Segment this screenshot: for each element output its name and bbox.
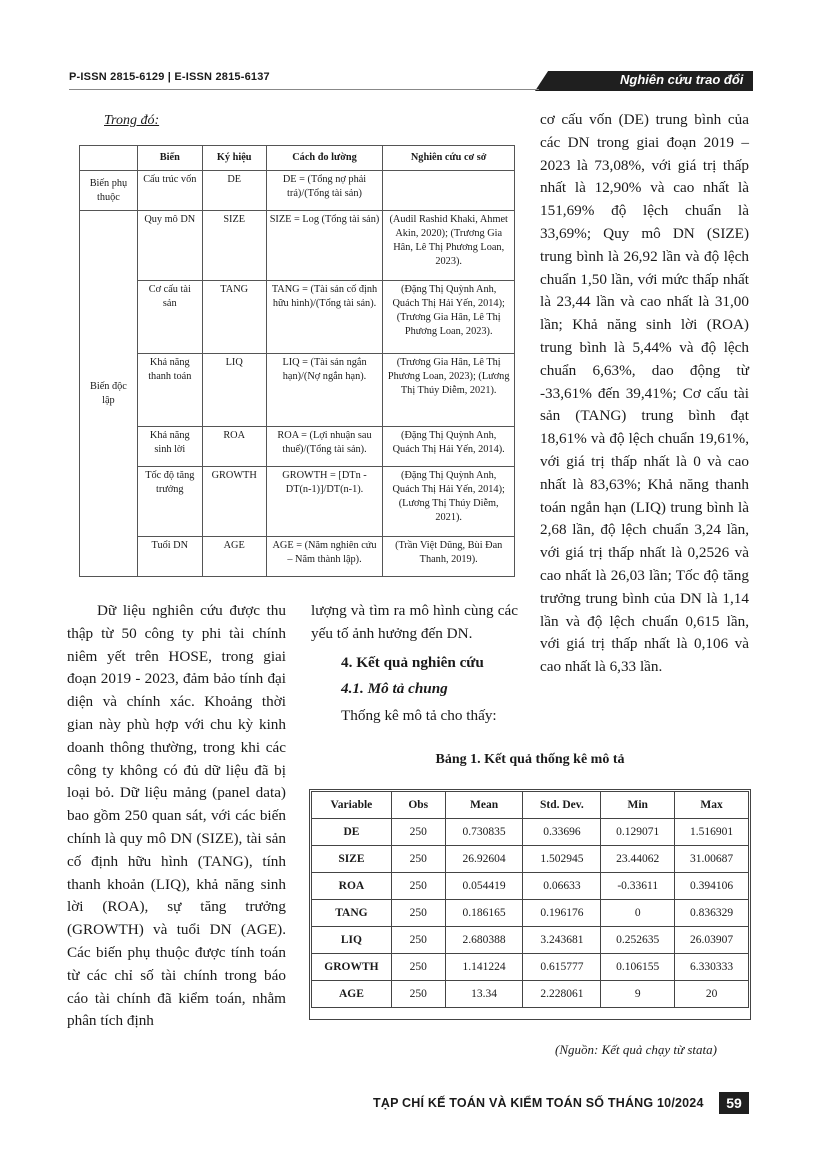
cell: 250 [391, 846, 445, 873]
var-measure: AGE = (Năm nghiên cứu – Năm thành lập). [266, 537, 383, 577]
header-cell: Nghiên cứu cơ sở [383, 146, 515, 171]
header-cell: Biến [137, 146, 202, 171]
cell: 6.330333 [675, 954, 749, 981]
stats-header-row [312, 792, 749, 819]
header-cell: Variable [312, 792, 392, 819]
subsection-heading: 4.1. Mô tả chung [341, 680, 448, 698]
page-number: 59 [719, 1092, 749, 1114]
cell: 31.00687 [675, 846, 749, 873]
cell: 20 [675, 981, 749, 1008]
var-source: (Trương Gia Hân, Lê Thị Phương Loan, 2023); (Lương Thị Thúy Diễm, 2021). [383, 354, 515, 427]
cell: 0.06633 [523, 873, 601, 900]
cell: 0.196176 [523, 900, 601, 927]
cell: 2.680388 [445, 927, 523, 954]
table-row [312, 954, 749, 981]
cell: 23.44062 [601, 846, 675, 873]
table-row [80, 171, 515, 211]
var-source [383, 171, 515, 211]
cell: 1.502945 [523, 846, 601, 873]
body-paragraph: cơ cấu vốn (DE) trung bình của các DN trong giai đoạn 2019 – 2023 là 73,08%, với giá trị thấp nhất là 12,90% và cao nhất là 151,69% độ lệch chuẩn là 33,69%; Quy mô DN (SIZE) trung bình là 26,92 lần và độ lệch chuẩn 1,50 lần, với mức thấp nhất là 23,44 lần và cao nhất là 31,00 lần; Khả năng sinh lời (ROA) trung bình là 5,44% và độ lệch chuẩn 6,63%, dao động từ -33,61% đến 39,41%; Cơ cấu tài sản (TANG) trung bình đạt 18,61% và độ lệch chuẩn 19,61%, với giá trị thấp nhất là 0 và cao nhất là 83,63%; Khả năng thanh toán ngắn hạn (LIQ) trung bình là 2,68 lần, độ lệch chuẩn 3,24 lần, với giá trị thấp nhất là 0,2526 và cao nhất là 26,03 lần; Tốc độ tăng trưởng trung bình của DN là 1,14 lần và độ lệch chuẩn 0,615 lần, với giá trị thấp nhất là 0,106 và cao nhất là 6,33 lần. [540, 111, 749, 676]
cell: LIQ [312, 927, 392, 954]
table-row [80, 354, 515, 427]
var-measure: SIZE = Log (Tổng tài sản) [266, 211, 383, 281]
middle-column [311, 600, 518, 728]
right-column [540, 109, 749, 679]
cell: 0.33696 [523, 819, 601, 846]
var-name: Cấu trúc vốn [137, 171, 202, 211]
table-caption: Bảng 1. Kết quả thống kê mô tả [435, 752, 625, 767]
group-independent: Biến độc lập [80, 211, 138, 577]
table-row [312, 927, 749, 954]
cell: 0.054419 [445, 873, 523, 900]
cell: 250 [391, 873, 445, 900]
cell: 250 [391, 954, 445, 981]
var-source: (Trần Việt Dũng, Bùi Đan Thanh, 2019). [383, 537, 515, 577]
body-paragraph: lượng và tìm ra mô hình cùng các yếu tố ảnh hưởng đến DN. [311, 602, 518, 642]
table-row [312, 981, 749, 1008]
cell: 3.243681 [523, 927, 601, 954]
cell: 0.615777 [523, 954, 601, 981]
header-cell: Cách đo lường [266, 146, 383, 171]
var-symbol: TANG [202, 281, 266, 354]
header-divider [69, 89, 539, 90]
cell: 250 [391, 927, 445, 954]
table-row [312, 900, 749, 927]
cell: 0.186165 [445, 900, 523, 927]
var-name: Tốc độ tăng trưởng [137, 467, 202, 537]
cell: 0 [601, 900, 675, 927]
header-cell: Std. Dev. [523, 792, 601, 819]
cell: 0.394106 [675, 873, 749, 900]
cell: GROWTH [312, 954, 392, 981]
cell: 0.252635 [601, 927, 675, 954]
cell: TANG [312, 900, 392, 927]
var-symbol: DE [202, 171, 266, 211]
cell: -0.33611 [601, 873, 675, 900]
cell: 250 [391, 981, 445, 1008]
var-symbol: AGE [202, 537, 266, 577]
var-symbol: ROA [202, 427, 266, 467]
var-name: Khả năng thanh toán [137, 354, 202, 427]
left-column [67, 600, 286, 1033]
cell: 9 [601, 981, 675, 1008]
table-row [80, 467, 515, 537]
cell: 26.92604 [445, 846, 523, 873]
var-symbol: GROWTH [202, 467, 266, 537]
var-name: Khả năng sinh lời [137, 427, 202, 467]
variables-table [79, 145, 515, 577]
cell: 13.34 [445, 981, 523, 1008]
table-row [312, 819, 749, 846]
var-measure: TANG = (Tài sản cố định hữu hình)/(Tổng tài sản). [266, 281, 383, 354]
journal-footer: TẠP CHÍ KẾ TOÁN VÀ KIỂM TOÁN SỐ THÁNG 10/2024 [373, 1096, 704, 1110]
header-group-empty [80, 146, 138, 171]
var-measure: GROWTH = [DTn - DT(n-1)]/DT(n-1). [266, 467, 383, 537]
cell: 250 [391, 819, 445, 846]
cell: 1.141224 [445, 954, 523, 981]
cell: 26.03907 [675, 927, 749, 954]
var-symbol: LIQ [202, 354, 266, 427]
var-name: Quy mô DN [137, 211, 202, 281]
issn-line: P-ISSN 2815-6129 | E-ISSN 2815-6137 [69, 71, 270, 83]
var-name: Tuổi DN [137, 537, 202, 577]
header-cell: Obs [391, 792, 445, 819]
cell: DE [312, 819, 392, 846]
stats-table [311, 791, 749, 1008]
cell: 250 [391, 900, 445, 927]
table-source: (Nguồn: Kết quả chạy từ stata) [555, 1042, 717, 1057]
var-source: (Đặng Thị Quỳnh Anh, Quách Thị Hải Yến, 2014). [383, 427, 515, 467]
cell: 1.516901 [675, 819, 749, 846]
table-row [312, 846, 749, 873]
table-row [80, 281, 515, 354]
var-source: (Audil Rashid Khaki, Ahmet Akin, 2020); (Trương Gia Hân, Lê Thị Phương Loan, 2023). [383, 211, 515, 281]
header-cell: Max [675, 792, 749, 819]
var-measure: LIQ = (Tài sản ngắn hạn)/(Nợ ngắn hạn). [266, 354, 383, 427]
body-paragraph: Dữ liệu nghiên cứu được thu thập từ 50 công ty phi tài chính niêm yết trên HOSE, trong giai đoạn 2019 - 2023, đảm bảo tính đại diện và chính xác. Khoảng thời gian này phù hợp với chu kỳ kinh doanh thông thường, trong khi các công ty không có đủ dữ liệu đã bị loại bỏ. Dữ liệu mảng (panel data) bao gồm 250 quan sát, với các biến chính là quy mô DN (SIZE), tài sản cố định hữu hình (TANG), tính thanh khoản (LIQ), khả năng sinh lời (ROA), sự tăng trưởng (GROWTH) và tuổi DN (AGE). Các biến phụ thuộc được tính toán từ các chỉ số tài chính trong báo cáo tài chính đã kiểm toán, nhằm phân tích định [67, 602, 286, 1030]
table-row [312, 873, 749, 900]
table-row [80, 537, 515, 577]
header-cell: Mean [445, 792, 523, 819]
var-measure: ROA = (Lợi nhuận sau thuế)/(Tổng tài sản). [266, 427, 383, 467]
cell: AGE [312, 981, 392, 1008]
var-source: (Đặng Thị Quỳnh Anh, Quách Thị Hải Yến, 2014); (Trương Gia Hân, Lê Thị Phương Loan, 2023). [383, 281, 515, 354]
cell: 0.836329 [675, 900, 749, 927]
section-heading: 4. Kết quả nghiên cứu [341, 653, 484, 671]
section-title: Nghiên cứu trao đổi [620, 72, 744, 87]
body-paragraph: Thống kê mô tả cho thấy: [341, 707, 497, 725]
var-source: (Đặng Thị Quỳnh Anh, Quách Thị Hải Yến, 2014); (Lương Thị Thúy Diễm, 2021). [383, 467, 515, 537]
table-row [80, 427, 515, 467]
header-cell: Min [601, 792, 675, 819]
cell: ROA [312, 873, 392, 900]
cell: 2.228061 [523, 981, 601, 1008]
table-row [80, 211, 515, 281]
header-cell: Ký hiệu [202, 146, 266, 171]
variables-header-row [80, 146, 515, 171]
group-dependent: Biến phụ thuộc [80, 171, 138, 211]
var-measure: DE = (Tổng nợ phải trả)/(Tổng tài sản) [266, 171, 383, 211]
var-name: Cơ cấu tài sản [137, 281, 202, 354]
cell: 0.129071 [601, 819, 675, 846]
cell: 0.106155 [601, 954, 675, 981]
trong-do-label: Trong đó: [104, 113, 160, 128]
cell: 0.730835 [445, 819, 523, 846]
var-symbol: SIZE [202, 211, 266, 281]
cell: SIZE [312, 846, 392, 873]
